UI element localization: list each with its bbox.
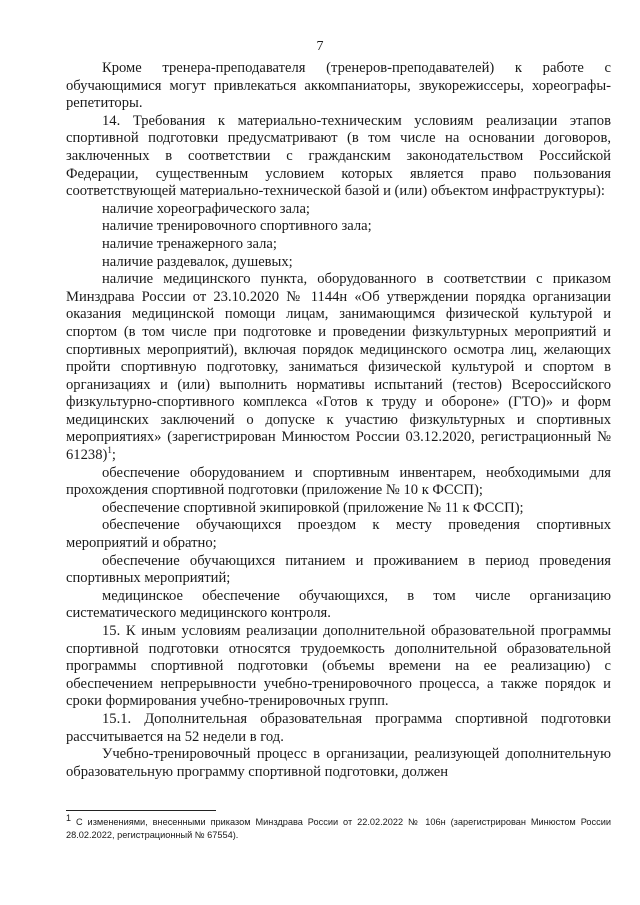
paragraph bbox=[66, 746, 611, 781]
paragraph-text: наличие раздевалок, душевых; bbox=[102, 253, 293, 270]
paragraph bbox=[66, 271, 611, 465]
paragraph-text: Кроме тренера-преподавателя (тренеров-преподавателей) к работе с обучающимися могут привлекаться аккомпаниаторы, звукорежиссеры, хореографы-репетиторы. bbox=[66, 60, 611, 112]
paragraph bbox=[66, 553, 611, 588]
paragraph bbox=[66, 500, 611, 518]
paragraph-text: обеспечение обучающихся питанием и проживанием в период проведения спортивных мероприятий; bbox=[66, 552, 611, 587]
paragraph-tail: ; bbox=[111, 447, 116, 464]
paragraph bbox=[66, 711, 611, 746]
paragraph-text: 14. Требования к материально-техническим условиям реализации этапов спортивной подготовки предусматривают (в том числе на основании договоров, заключенных в соответствии с гражданским законодательством Российской Федерации, существенным условием которых является право пользования соответствующей материально-технической базой и (или) объектом инфраструктуры): bbox=[66, 112, 611, 200]
paragraph bbox=[66, 588, 611, 623]
footnote-text: С изменениями, внесенными приказом Минздрава России от 22.02.2022 № 106н (зарегистрирован Минюстом России 28.02.2022, регистрационный № 67554). bbox=[66, 817, 611, 840]
paragraph-text: 15. К иным условиям реализации дополнительной образовательной программы спортивной подготовки относятся трудоемкость дополнительной образовательной программы спортивной подготовки (объемы времени на ее реализацию) с обеспечением непрерывности учебно-тренировочного процесса, а также порядок и сроки формирования учебно-тренировочных групп. bbox=[66, 623, 611, 710]
paragraph-text: наличие тренажерного зала; bbox=[102, 235, 277, 252]
list-item bbox=[66, 218, 611, 236]
paragraph bbox=[66, 60, 611, 113]
paragraph bbox=[66, 465, 611, 500]
page-number: 7 bbox=[316, 39, 324, 54]
paragraph-text: наличие медицинского пункта, оборудованного в соответствии с приказом Минздрава России от 23.10.2020 № 1144н «Об утверждении порядка организации оказания медицинской помощи лицам, занимающимся физической культурой и спортом (в том числе при подготовке и проведении физкультурных мероприятий и спортивных мероприятий), включая порядок медицинского осмотра лиц, желающих пройти спортивную подготовку, заниматься физической культурой и спортом в организациях и (или) выполнить нормативы испытаний (тестов) Всероссийского физкультурно-спортивного комплекса «Готов к труду и обороне» (ГТО)» и форм медицинских заключений о допуске к участию физкультурных и спортивных мероприятиях» (зарегистрирован Минюстом России 03.12.2020, регистрационный № 61238) bbox=[66, 271, 611, 464]
footnote-marker: 1 bbox=[66, 812, 72, 823]
paragraph-text: наличие хореографического зала; bbox=[102, 200, 310, 217]
paragraph-text: обеспечение спортивной экипировкой (приложение № 11 к ФССП); bbox=[102, 499, 524, 516]
document-body bbox=[66, 60, 611, 781]
list-item bbox=[66, 254, 611, 272]
list-item bbox=[66, 236, 611, 254]
paragraph bbox=[66, 623, 611, 711]
paragraph bbox=[66, 517, 611, 552]
paragraph-text: наличие тренировочного спортивного зала; bbox=[102, 218, 372, 235]
paragraph-text: медицинское обеспечение обучающихся, в том числе организацию систематического медицинского контроля. bbox=[66, 587, 611, 622]
paragraph-text: Учебно-тренировочный процесс в организации, реализующей дополнительную образовательную программу спортивной подготовки, должен bbox=[66, 746, 611, 780]
paragraph-text: обеспечение оборудованием и спортивным инвентарем, необходимыми для прохождения спортивной подготовки (приложение № 10 к ФССП); bbox=[66, 464, 611, 499]
footnote-ref: 1 bbox=[107, 445, 112, 456]
footnote-divider bbox=[66, 810, 216, 811]
list-item bbox=[66, 201, 611, 219]
paragraph-text: обеспечение обучающихся проездом к месту проведения спортивных мероприятий и обратно; bbox=[66, 517, 611, 552]
paragraph-text: 15.1. Дополнительная образовательная программа спортивной подготовки рассчитывается на 52 недели в год. bbox=[66, 710, 611, 745]
footnote bbox=[66, 812, 611, 841]
paragraph bbox=[66, 113, 611, 201]
